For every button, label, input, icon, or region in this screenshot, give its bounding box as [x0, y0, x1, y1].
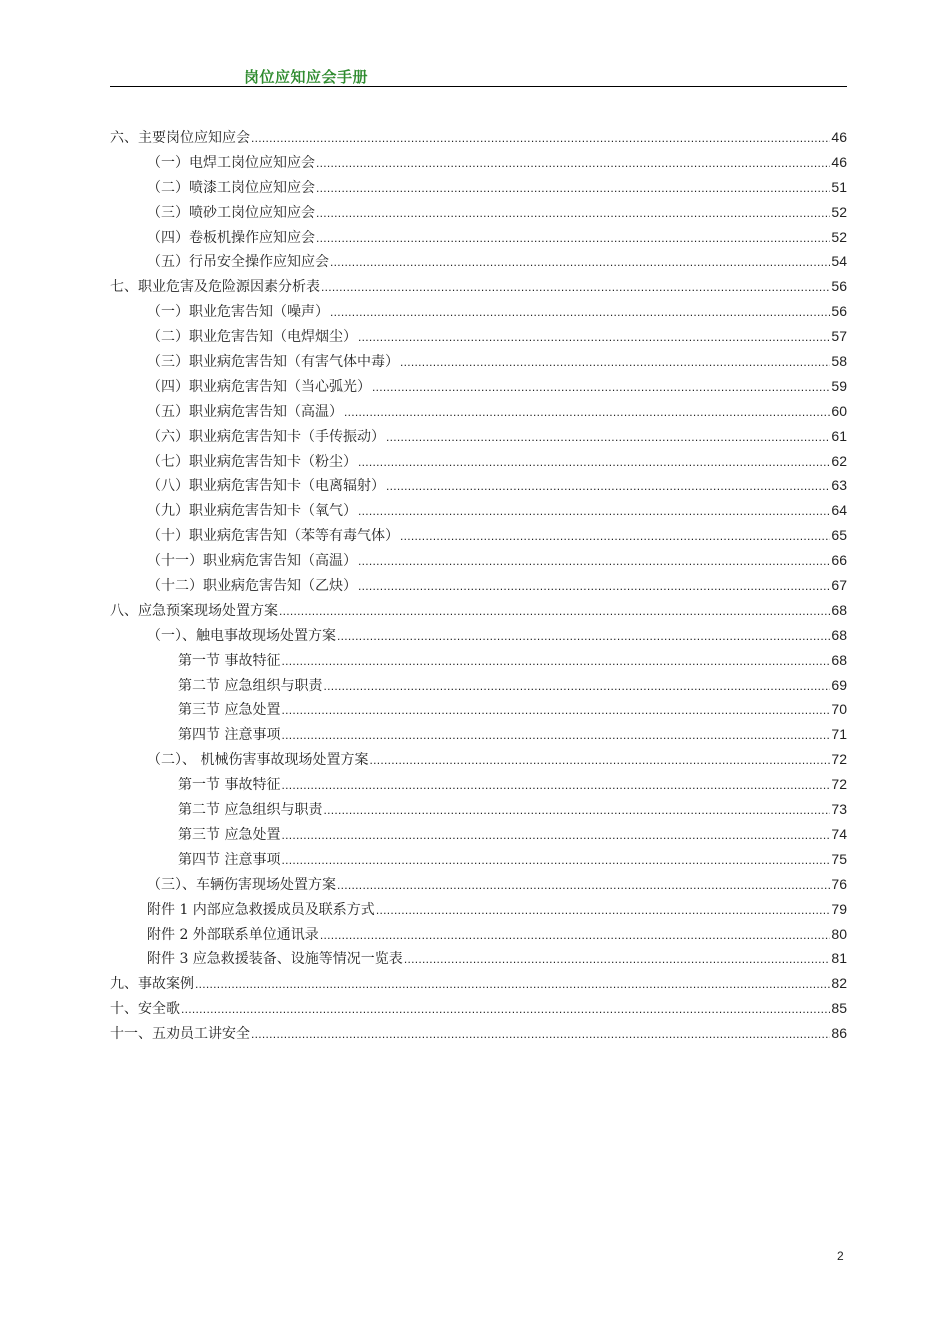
toc-entry-label: （五）职业病危害告知（高温）: [147, 403, 343, 420]
toc-entry-page-number: 52: [831, 228, 847, 245]
toc-entry-page-number: 62: [831, 452, 847, 469]
toc-entry[interactable]: [110, 374, 847, 399]
toc-entry-page-number: 51: [831, 178, 847, 195]
toc-entry-label: 第一节 事故特征: [178, 777, 281, 794]
toc-entry-page-number: 73: [831, 801, 847, 818]
toc-entry-page-number: 86: [831, 1025, 847, 1042]
toc-entry[interactable]: [110, 125, 847, 150]
toc-entry[interactable]: [110, 200, 847, 225]
toc-dot-leader: [376, 898, 831, 923]
table-of-contents: [110, 125, 847, 1046]
toc-dot-leader: [344, 400, 830, 425]
toc-entry[interactable]: [110, 648, 847, 673]
toc-entry[interactable]: [110, 623, 847, 648]
toc-entry-label: （九）职业病危害告知卡（氧气）: [147, 503, 357, 520]
toc-dot-leader: [281, 723, 830, 748]
toc-entry[interactable]: [110, 449, 847, 474]
toc-entry-page-number: 46: [831, 129, 847, 145]
toc-dot-leader: [337, 624, 830, 649]
toc-entry-label: 十一、五劝员工讲安全: [110, 1026, 250, 1043]
toc-entry-label: 六、主要岗位应知应会: [110, 130, 250, 146]
toc-entry[interactable]: [110, 349, 847, 374]
toc-entry-label: 九、事故案例: [110, 976, 194, 993]
toc-entry-page-number: 56: [831, 303, 847, 320]
toc-dot-leader: [279, 599, 830, 624]
toc-entry[interactable]: [110, 424, 847, 449]
toc-entry-page-number: 82: [831, 975, 847, 992]
toc-entry[interactable]: [110, 971, 847, 996]
toc-entry-page-number: 58: [831, 353, 847, 370]
toc-dot-leader: [320, 923, 831, 948]
toc-entry-page-number: 59: [831, 377, 847, 394]
toc-dot-leader: [404, 947, 831, 972]
toc-entry-label: （六）职业病危害告知卡（手传振动）: [147, 428, 385, 445]
toc-entry-label: （三）职业病危害告知（有害气体中毒）: [147, 354, 399, 371]
toc-dot-leader: [316, 176, 830, 201]
toc-dot-leader: [281, 698, 830, 723]
toc-entry-page-number: 60: [831, 402, 847, 419]
toc-dot-leader: [195, 972, 830, 997]
toc-entry-label: 第三节 应急处置: [178, 826, 281, 843]
toc-dot-leader: [316, 226, 830, 251]
toc-entry-page-number: 79: [831, 900, 847, 917]
toc-dot-leader: [358, 325, 830, 350]
toc-entry-page-number: 74: [831, 825, 847, 842]
toc-entry-label: （一）职业危害告知（噪声）: [147, 304, 329, 321]
toc-entry-label: 第三节 应急处置: [178, 702, 281, 719]
toc-entry-label: （七）职业病危害告知卡（粉尘）: [147, 453, 357, 470]
toc-entry-page-number: 72: [831, 776, 847, 793]
toc-entry-label: （八）职业病危害告知卡（电离辐射）: [147, 478, 385, 495]
toc-entry-page-number: 81: [831, 950, 847, 967]
toc-dot-leader: [358, 499, 830, 524]
toc-entry[interactable]: [110, 150, 847, 175]
toc-entry[interactable]: [110, 897, 847, 922]
toc-dot-leader: [358, 549, 830, 574]
toc-dot-leader: [281, 848, 830, 873]
toc-entry[interactable]: [110, 598, 847, 623]
toc-entry[interactable]: [110, 697, 847, 722]
toc-entry-label: （三）喷砂工岗位应知应会: [147, 204, 315, 221]
toc-entry-page-number: 69: [831, 676, 847, 693]
toc-entry-page-number: 80: [831, 925, 847, 942]
toc-entry[interactable]: [110, 922, 847, 947]
toc-entry[interactable]: [110, 772, 847, 797]
toc-entry-page-number: 71: [831, 726, 847, 743]
toc-entry-page-number: 68: [831, 601, 847, 618]
toc-entry-page-number: 68: [831, 651, 847, 668]
toc-entry-label: 七、职业危害及危险源因素分析表: [110, 279, 320, 296]
toc-dot-leader: [358, 574, 830, 599]
toc-entry[interactable]: [110, 299, 847, 324]
toc-entry-label: （五）行吊安全操作应知应会: [147, 254, 329, 271]
toc-entry[interactable]: [110, 274, 847, 299]
toc-entry-label: 八、应急预案现场处置方案: [110, 602, 278, 619]
toc-entry[interactable]: [110, 573, 847, 598]
toc-entry[interactable]: [110, 249, 847, 274]
toc-entry-page-number: 76: [831, 875, 847, 892]
toc-entry-page-number: 70: [831, 701, 847, 718]
toc-entry[interactable]: [110, 673, 847, 698]
toc-entry[interactable]: [110, 797, 847, 822]
toc-entry-label: （四）职业病危害告知（当心弧光）: [147, 378, 371, 395]
toc-entry[interactable]: [110, 747, 847, 772]
toc-dot-leader: [316, 201, 830, 226]
toc-entry[interactable]: [110, 225, 847, 250]
toc-dot-leader: [323, 798, 830, 823]
toc-dot-leader: [330, 300, 830, 325]
toc-entry-label: 第四节 注意事项: [178, 851, 281, 868]
toc-entry-label: （十二）职业病危害告知（乙炔）: [147, 578, 357, 595]
toc-entry-label: 附件 1 内部应急救援成员及联系方式: [147, 901, 375, 918]
toc-entry-page-number: 57: [831, 328, 847, 345]
toc-entry-page-number: 72: [831, 751, 847, 768]
toc-dot-leader: [386, 425, 830, 450]
toc-entry[interactable]: [110, 822, 847, 847]
toc-entry[interactable]: [110, 996, 847, 1021]
toc-entry[interactable]: [110, 523, 847, 548]
toc-entry-page-number: 61: [831, 427, 847, 444]
toc-entry[interactable]: [110, 946, 847, 971]
toc-entry-page-number: 65: [831, 527, 847, 544]
toc-entry[interactable]: [110, 1021, 847, 1046]
toc-entry[interactable]: [110, 399, 847, 424]
toc-entry-page-number: 64: [831, 502, 847, 519]
toc-entry-page-number: 52: [831, 203, 847, 220]
toc-dot-leader: [281, 649, 830, 674]
toc-entry[interactable]: [110, 722, 847, 747]
toc-dot-leader: [321, 275, 830, 300]
toc-entry-label: 附件 3 应急救援装备、设施等情况一览表: [147, 951, 403, 968]
running-header-title: 岗位应知应会手册: [244, 68, 369, 86]
toc-entry[interactable]: [110, 175, 847, 200]
toc-entry[interactable]: [110, 548, 847, 573]
toc-entry-label: 第一节 事故特征: [178, 652, 281, 669]
toc-dot-leader: [281, 823, 830, 848]
toc-dot-leader: [281, 773, 830, 798]
toc-entry-label: 附件 2 外部联系单位通讯录: [147, 926, 319, 943]
toc-entry-label: （十一）职业病危害告知（高温）: [147, 553, 357, 570]
page-number: 2: [837, 1249, 844, 1263]
toc-entry-label: （四）卷板机操作应知应会: [147, 229, 315, 246]
toc-entry-page-number: 67: [831, 577, 847, 594]
toc-dot-leader: [323, 674, 830, 699]
toc-entry-page-number: 68: [831, 626, 847, 643]
toc-entry-label: （二）喷漆工岗位应知应会: [147, 179, 315, 196]
toc-entry-page-number: 54: [831, 253, 847, 270]
toc-dot-leader: [181, 997, 830, 1022]
toc-entry-label: （二）职业危害告知（电焊烟尘）: [147, 329, 357, 346]
toc-entry-label: 第四节 注意事项: [178, 727, 281, 744]
toc-entry-page-number: 56: [831, 278, 847, 295]
toc-entry[interactable]: [110, 324, 847, 349]
toc-entry[interactable]: [110, 872, 847, 897]
toc-dot-leader: [358, 450, 830, 475]
toc-dot-leader: [372, 375, 830, 400]
toc-dot-leader: [337, 873, 830, 898]
toc-entry-label: （三）、车辆伤害现场处置方案: [147, 876, 336, 893]
toc-dot-leader: [400, 350, 830, 375]
toc-dot-leader: [251, 126, 830, 151]
toc-entry-label: （一）、触电事故现场处置方案: [147, 627, 336, 644]
toc-entry-label: （一）电焊工岗位应知应会: [147, 154, 315, 171]
toc-dot-leader: [369, 748, 830, 773]
toc-entry-page-number: 46: [831, 153, 847, 170]
toc-entry-page-number: 63: [831, 477, 847, 494]
toc-entry-page-number: 66: [831, 552, 847, 569]
toc-dot-leader: [386, 474, 830, 499]
toc-dot-leader: [400, 524, 830, 549]
toc-entry[interactable]: [110, 847, 847, 872]
toc-entry-page-number: 75: [831, 850, 847, 867]
toc-dot-leader: [330, 250, 830, 275]
header-divider: [110, 86, 847, 87]
toc-entry-page-number: 85: [831, 1000, 847, 1017]
toc-entry[interactable]: [110, 498, 847, 523]
toc-entry-label: 第二节 应急组织与职责: [178, 802, 323, 819]
toc-entry-label: 十、安全歌: [110, 1001, 180, 1018]
toc-entry-label: 第二节 应急组织与职责: [178, 677, 323, 694]
toc-entry-label: （十）职业病危害告知（苯等有毒气体）: [147, 528, 399, 545]
toc-dot-leader: [316, 151, 830, 176]
toc-dot-leader: [251, 1022, 830, 1047]
toc-entry[interactable]: [110, 473, 847, 498]
toc-entry-label: （二）、 机械伤害事故现场处置方案: [147, 752, 369, 769]
